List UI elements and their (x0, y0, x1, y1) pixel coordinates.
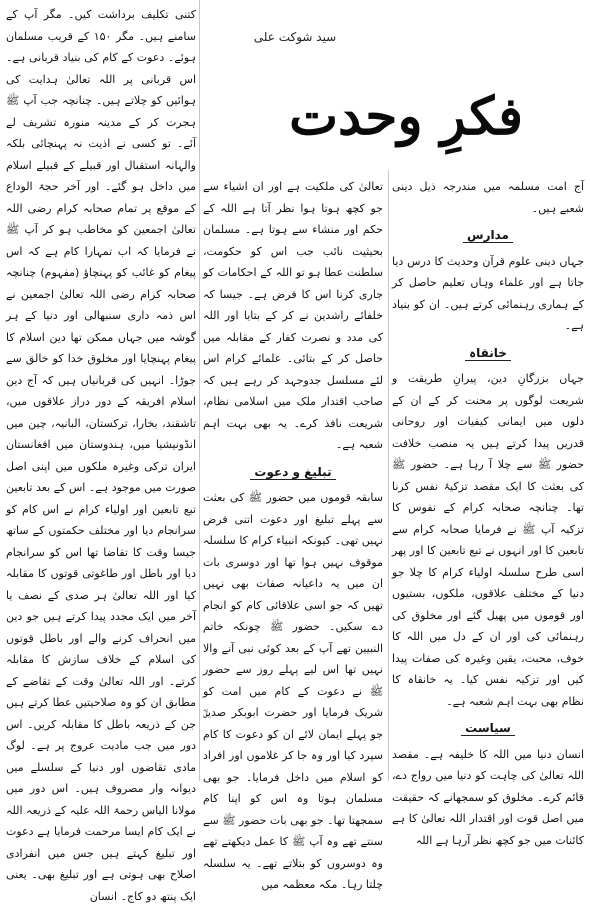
section-text-khanqah: جہاں بزرگانِ دین، پیرانِ طریقت و شریعت لوگوں پر محنت کر کے ان کے دلوں میں ایمانی کیفیات اور روحانی قدریں پیدا کرتے ہیں یہ منصب خلافت حضور ﷺ سے چلا آ رہا ہے۔ حضور ﷺ کی بعثت کا ایک مقصد تزکیۂ نفس کرنا تھا۔ چنانچہ صحابہ کرام کے نفوس کا تزکیہ آپ ﷺ نے فرمایا صحابہ کرام سے تابعین کا اور انہوں نے تبع تابعین کا اور پھر اسی طرح سلسلہ اولیاء کرام کا چلا جو دنیا کے مختلف علاقوں، ملکوں، بستیوں اور قوموں میں پھیل گئے اور مخلوق کی رہنمائی کی اور ان کے دل میں اللہ کا خوف، محبت، یقین وغیرہ کی صفات پیدا کیں اور تزکیہ نفس کیا۔ یہ خانقاہ کا نظام بھی بہت اہم شعبہ ہے۔ (392, 372, 584, 708)
section-heading-siyasat: سیاست (392, 718, 584, 740)
middle-column-opening: تعالیٰ کی ملکیت ہے اور ان اشیاء سے جو کچھ ہوتا ہوا نظر آتا ہے اللہ کے حکم اور منشاء سے ہوتا ہے۔ مسلمان بحیثیت نائب جب اس کو حکومت، سلطنت عطا ہو تو اللہ کے احکامات کو جاری کرنا اس کا فرض ہے۔ جیسا کہ خلفائے راشدین نے کر کے بتایا اور اللہ کی مدد و نصرت کفار کے مقابلہ میں حاصل کر کے بتائی۔ علمائے کرام اس لئے مسلسل جدوجہد کر رہے ہیں کہ صاحب اقتدار ملک میں اسلامی نظام، شریعت نافذ کرے۔ یہ بھی بہت اہم شعبہ ہے۔ (203, 180, 383, 451)
middle-column-text: سابقہ قوموں میں حضور ﷺ کی بعثت سے پہلے تبلیغ اور دعوت اتنی فرض نہیں تھی۔ کیونکہ انبیاء کرام کا سلسلہ موقوف نہیں ہوا تھا اور دوسری بات ان میں یہ داعیانہ صفات بھی نہیں تھیں کہ جو اسی علاقائی کام کو انجام دے سکیں۔ حضور ﷺ چونکہ خاتم النبیین تھے آپ کے بعد کوئی نبی آنے والا نہیں تھا اس لیے پہلے روز سے حضور ﷺ نے دعوت کے کام میں امت کو شریک فرمایا اور حضرت ابوبکر صدیقؓ جو پہلے ایمان لائے ان کو دعوت کا کام سپرد کیا اور وہ جا کر غلاموں اور افراد کو اسلام میں داخل فرمایا۔ جو بھی مسلمان ہوتا وہ اس کو اپنا کام سمجھتا تھا۔ جو بھی بات حضور ﷺ سے سنتے تھے وہ آپ ﷺ کا عمل دیکھتے تھے وہ دوسروں کو بتلاتے تھے۔ یہ سلسلہ چلتا رہا۔ مکہ معظمہ میں (203, 491, 383, 891)
middle-column (203, 176, 383, 896)
right-column-intro: آج امت مسلمہ میں مندرجہ ذیل دینی شعبے ہیں۔ (392, 180, 584, 215)
section-heading-madaris: مدارس (392, 225, 584, 247)
left-column-text: کتنی تکلیف برداشت کیں۔ مگر آپ کے سامنے ہیں۔ مگر ۱۵۰ کے قریب مسلمان ہوئے۔ دعوت کے کام کی بنیاد قربانی ہے۔ اس قربانی پر اللہ تعالیٰ ہدایت کی ہوائیں کو چلاتے ہیں۔ چنانچہ جب آپ ﷺ ہجرت کر کے مدینہ منورہ تشریف لے آئے۔ تو کسی نے اذیت نہ پہنچائی بلکہ والہانہ استقبال اور قبیلے کے قبیلے اسلام میں داخل ہو گئے۔ اور آخر حجۃ الوداع کے موقع پر تمام صحابہ کرام رضی اللہ تعالیٰ اجمعین کو مخاطب ہو کر آپ ﷺ نے فرمایا کہ اب تمہارا کام ہے کہ اس پیغام کو غائب کو پہنچاؤ (مفہوم) چنانچہ صحابہ کرام رضی اللہ تعالیٰ اجمعین نے اس ذمہ داری سنبھالی اور دنیا کے ہر گوشہ میں جہاں ممکن تھا دین اسلام کا پیغام پہنچایا اور مخلوق خدا کو خالق سے جوڑا۔ انہیں کی قربانیاں ہیں کہ آج دین اسلام افریقہ کے دور دراز علاقوں میں، تاشقند، بخارا، ترکستان، البانیہ، چین میں انڈونیشیا میں، ہندوستان میں افغانستان ایران ترکی وغیرہ ملکوں میں اپنی اصل صورت میں موجود ہے۔ اس کے بعد تابعین تبع تابعین اور اولیاء کرام نے اس کام کو سرانجام دیا اور مختلف حکمتوں کے ساتھ جیسا وقت کا تقاضا تھا اس کو سرانجام دیا اور باطل اور طاغوتی قوتوں کا مقابلہ کیا اور اللہ تعالیٰ ہر صدی کے نصف یا آخر میں ایک مجدد پیدا کرتے ہیں جو دین میں انحراف کرنے والے اور باطل قوتوں کی اسلام کے خلاف سازش کا مقابلہ کرتے۔ اور اللہ تعالیٰ وقت کے تقاضے کے مطابق ان کو وہ صلاحیتیں عطا کرتے ہیں جن کے ذریعہ باطل کا مقابلہ کریں۔ اس دور میں جب مادیت عروج پر ہے۔ لوگ مادی تقاضوں اور دنیا کے سلسلے میں دیوانہ وار مصروف ہیں۔ اس دور میں مولانا الیاس رحمۃ اللہ علیہ کے ذریعہ اللہ نے ایک کام ایسا مرحمت فرمایا ہے دعوت اور تبلیغ کہتے ہیں جس میں انفرادی اصلاح بھی ہوتی ہے اور تبلیغ بھی۔ یعنی ایک پنتھ دو کاج۔ انسان (6, 8, 196, 903)
section-heading-khanqah: خانقاہ (392, 343, 584, 365)
section-text-madaris: جہاں دینی علوم قرآن وحدیث کا درس دیا جاتا ہے اور علماء وہاں تعلیم حاصل کر کے ہماری رہنمائی کرتے ہیں۔ ان کو بنیاد ہے۔ (392, 254, 584, 332)
section-heading-tabligh: تبلیغ و دعوت (203, 462, 383, 484)
article-title-block (236, 64, 576, 174)
article-title: فکرِ وحدت (289, 86, 523, 147)
section-text-siyasat: انسان دنیا میں اللہ کا خلیفہ ہے۔ مقصد اللہ تعالیٰ کی چاہت کو دنیا میں رواج دے، قائم کرے۔ مخلوق کو سمجھانے کہ حقیقت میں اصل قوت اور اقتدار اللہ تعالیٰ کا ہے کائنات میں جو کچھ نظر آرہا ہے اللہ (392, 747, 584, 847)
author-name: سید شوکت علی (253, 30, 337, 44)
right-column (392, 176, 584, 851)
left-column (6, 4, 196, 907)
column-divider (388, 170, 389, 781)
column-divider (199, 0, 200, 781)
